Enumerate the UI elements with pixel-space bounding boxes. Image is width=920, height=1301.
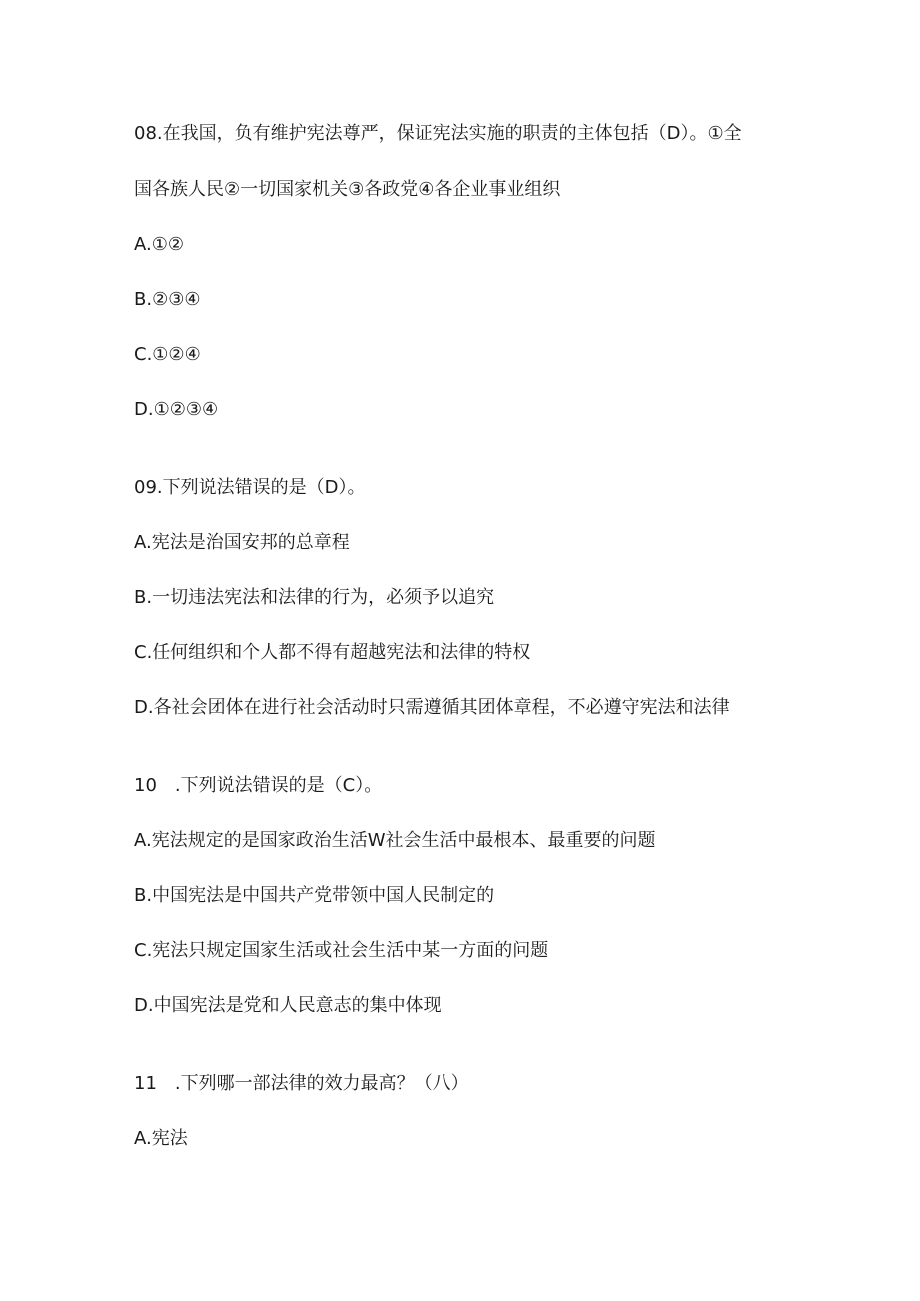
question-09-stem: 09.下列说法错误的是（D）。 bbox=[134, 477, 366, 498]
question-08-stem-line-2: 国各族人民②一切国家机关③各政党④各企业事业组织 bbox=[134, 179, 561, 200]
question-10-option-d: D.中国宪法是党和人民意志的集中体现 bbox=[134, 995, 442, 1016]
question-08-option-b: B.②③④ bbox=[134, 289, 201, 310]
question-10-option-c: C.宪法只规定国家生活或社会生活中某一方面的问题 bbox=[134, 940, 549, 961]
question-09-option-a: A.宪法是治国安邦的总章程 bbox=[134, 532, 350, 553]
question-11-stem: 11 .下列哪一部法律的效力最高？（八） bbox=[134, 1073, 469, 1094]
question-09-option-b: B.一切违法宪法和法律的行为，必须予以追究 bbox=[134, 587, 495, 608]
question-09-option-c: C.任何组织和个人都不得有超越宪法和法律的特权 bbox=[134, 642, 531, 663]
question-11-option-a: A.宪法 bbox=[134, 1128, 188, 1149]
question-10-stem: 10 .下列说法错误的是（C）。 bbox=[134, 775, 383, 796]
question-08-option-a: A.①② bbox=[134, 234, 184, 255]
question-08-option-d: D.①②③④ bbox=[134, 399, 219, 420]
question-09-option-d: D.各社会团体在进行社会活动时只需遵循其团体章程，不必遵守宪法和法律 bbox=[134, 697, 730, 718]
question-08-stem-line-1: 08.在我国，负有维护宪法尊严，保证宪法实施的职责的主体包括（D）。①全 bbox=[134, 123, 742, 144]
question-08-option-c: C.①②④ bbox=[134, 344, 201, 365]
question-10-option-b: B.中国宪法是中国共产党带领中国人民制定的 bbox=[134, 885, 495, 906]
question-10-option-a: A.宪法规定的是国家政治生活W社会生活中最根本、最重要的问题 bbox=[134, 830, 656, 851]
